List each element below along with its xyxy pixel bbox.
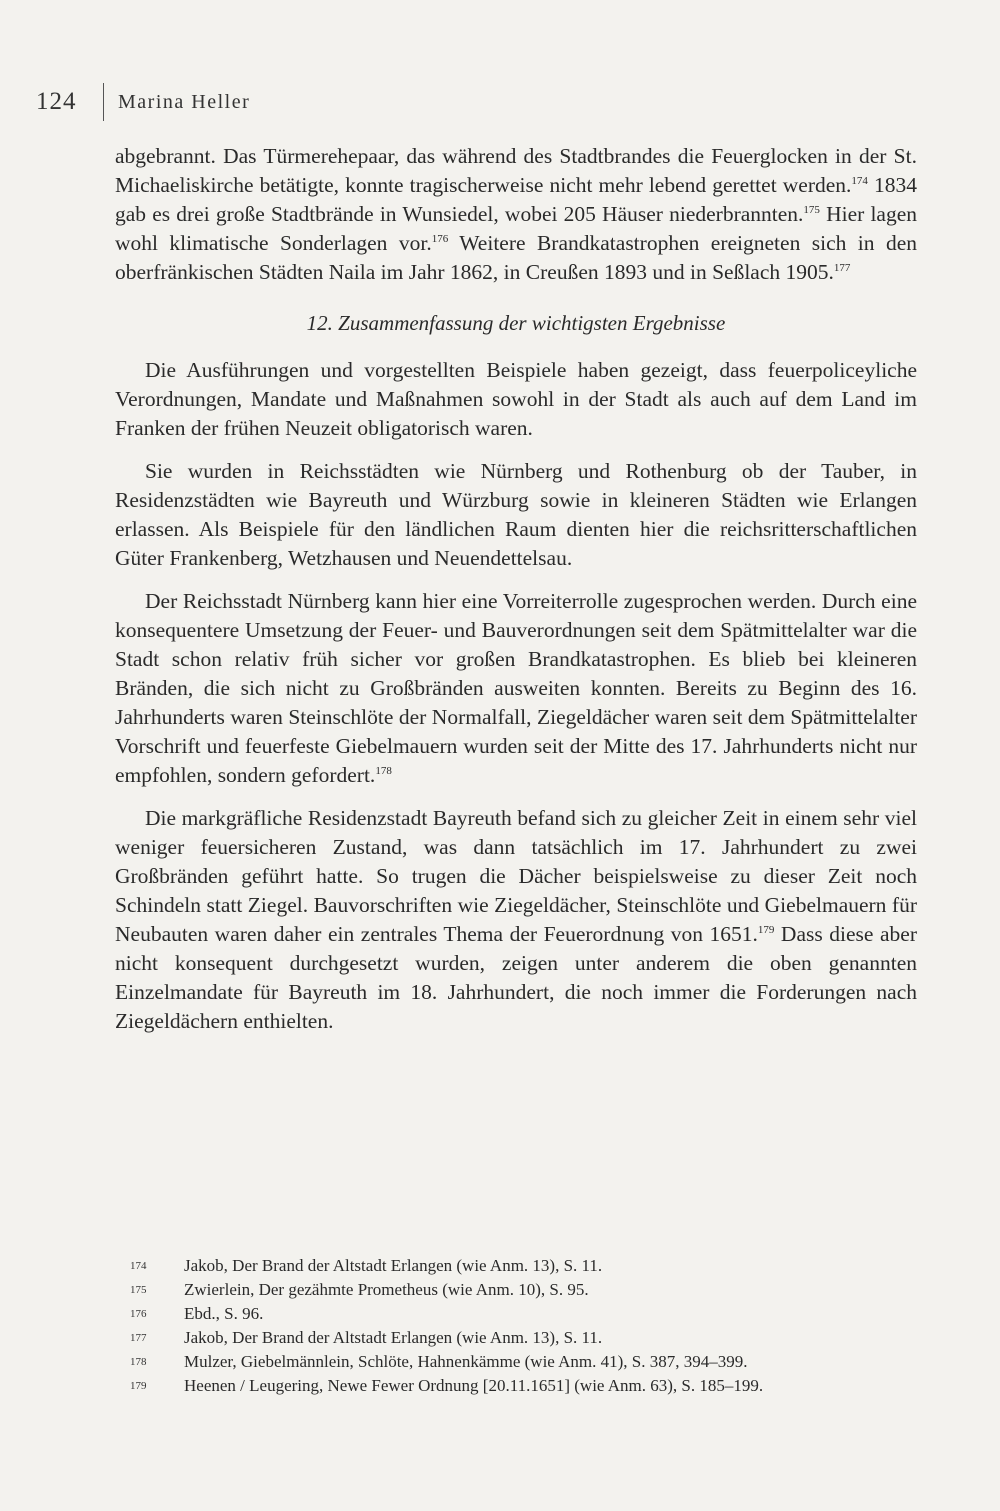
running-header (36, 84, 250, 120)
main-text (115, 142, 917, 1036)
footnote-number: 177 (130, 1332, 147, 1344)
paragraph: Sie wurden in Reichsstädten wie Nürnberg und Rothenburg ob der Tauber, in Residenzstädten wie Bayreuth und Würzburg sowie in kleineren Städten wie Erlangen erlassen. Als Beispiele für den ländlichen Raum dienten hier die reichsritterschaftlichen Güter Frankenberg, Wetzhausen und Neuendettelsau. (115, 459, 917, 570)
text-run: abgebrannt. Das Türmerehepaar, das während des Stadtbrandes die Feuerglocken in der St. Michaeliskirche betätigte, konnte tragischerweise nicht mehr lebend gerettet werden. (115, 144, 917, 197)
text-run: Weitere Brandkatastrophen ereigneten sich in den oberfränkischen Städten Naila im Jahr 1862, in Creußen 1893 und in Seßlach 1905. (115, 231, 917, 284)
footnote-number: 176 (130, 1308, 147, 1320)
text-run: 1834 gab es drei große Stadtbrände in Wunsiedel, wobei 205 Häuser niederbrannten. (115, 173, 917, 226)
text-run: Dass diese aber nicht konsequent durchgesetzt wurden, zeigen unter anderem die oben genannten Einzelmandate für Bayreuth im 18. Jahrhundert, die noch immer die Forderungen nach Ziegeldächern enthielten. (115, 922, 917, 1033)
running-head-author: Marina Heller (118, 90, 251, 113)
footnote-ref: 176 (431, 232, 449, 245)
footnote-number: 179 (130, 1380, 147, 1392)
footnote-number: 175 (130, 1284, 147, 1296)
footnote (130, 1302, 930, 1326)
footnote (130, 1326, 930, 1350)
text-run: Hier lagen wohl klimatische Sonderlagen vor. (115, 202, 918, 255)
footnote-ref: 175 (803, 203, 820, 216)
paragraph (115, 587, 917, 790)
footnote (130, 1278, 930, 1302)
footnote (130, 1374, 930, 1398)
footnote-ref: 174 (851, 174, 868, 187)
footnote-number: 178 (130, 1356, 147, 1368)
paragraph (115, 804, 917, 1036)
text-run: Die markgräfliche Residenzstadt Bayreuth befand sich zu gleicher Zeit in einem sehr viel weniger feuersicheren Zustand, was dann tatsächlich im 17. Jahrhundert zu zwei Großbränden geführt hatte. So trugen die Dächer beispielsweise zu dieser Zeit noch Schindeln statt Ziegel. Bauvorschriften wie Ziegeldächer, Steinschlöte und Giebelmauern für Neubauten waren daher ein zentrales Thema der Feuerordnung von 1651. (115, 806, 917, 946)
footnote-text: Jakob, Der Brand der Altstadt Erlangen (wie Anm. 13), S. 11. (184, 1256, 603, 1275)
page-number: 124 (36, 88, 77, 115)
paragraph: Die Ausführungen und vorgestellten Beispiele haben gezeigt, dass feuerpoliceyliche Verordnungen, Mandate und Maßnahmen sowohl in der Stadt als auch auf dem Land im Franken der frühen Neuzeit obligatorisch waren. (115, 358, 917, 440)
footnote-text: Heenen / Leugering, Newe Fewer Ordnung [20.11.1651] (wie Anm. 63), S. 185–199. (184, 1376, 764, 1395)
footnote-text: Jakob, Der Brand der Altstadt Erlangen (wie Anm. 13), S. 11. (184, 1328, 603, 1347)
section-heading: 12. Zusammenfassung der wichtigsten Ergebnisse (306, 311, 726, 335)
footnote-ref: 179 (757, 923, 775, 936)
paragraph-continued (115, 142, 917, 287)
footnote-text: Ebd., S. 96. (184, 1304, 264, 1323)
footnote-text: Mulzer, Giebelmännlein, Schlöte, Hahnenkämme (wie Anm. 41), S. 387, 394–399. (184, 1352, 748, 1371)
footnote (130, 1254, 930, 1278)
footnote-text: Zwierlein, Der gezähmte Prometheus (wie Anm. 10), S. 95. (184, 1280, 589, 1299)
footnotes (130, 1254, 930, 1398)
text-run: Der Reichsstadt Nürnberg kann hier eine Vorreiterrolle zugesprochen werden. Durch eine konsequentere Umsetzung der Feuer- und Bauverordnungen seit dem Spätmittelalter war die Stadt schon relativ früh sicher vor großen Brandkatastrophen. Es blieb bei kleineren Bränden, die sich nicht zu Großbränden ausweiten konnten. Bereits zu Beginn des 16. Jahrhunderts waren Steinschlöte der Normalfall, Ziegeldächer waren seit dem Spätmittelalter Vorschrift und feuerfeste Giebelmauern wurden seit der Mitte des 17. Jahrhunderts nicht nur empfohlen, sondern gefordert. (115, 589, 917, 787)
header-divider (103, 83, 105, 121)
footnote-number: 174 (130, 1260, 147, 1272)
footnote (130, 1350, 930, 1374)
footnote-ref: 178 (375, 764, 392, 777)
footnote-ref: 177 (833, 261, 851, 274)
